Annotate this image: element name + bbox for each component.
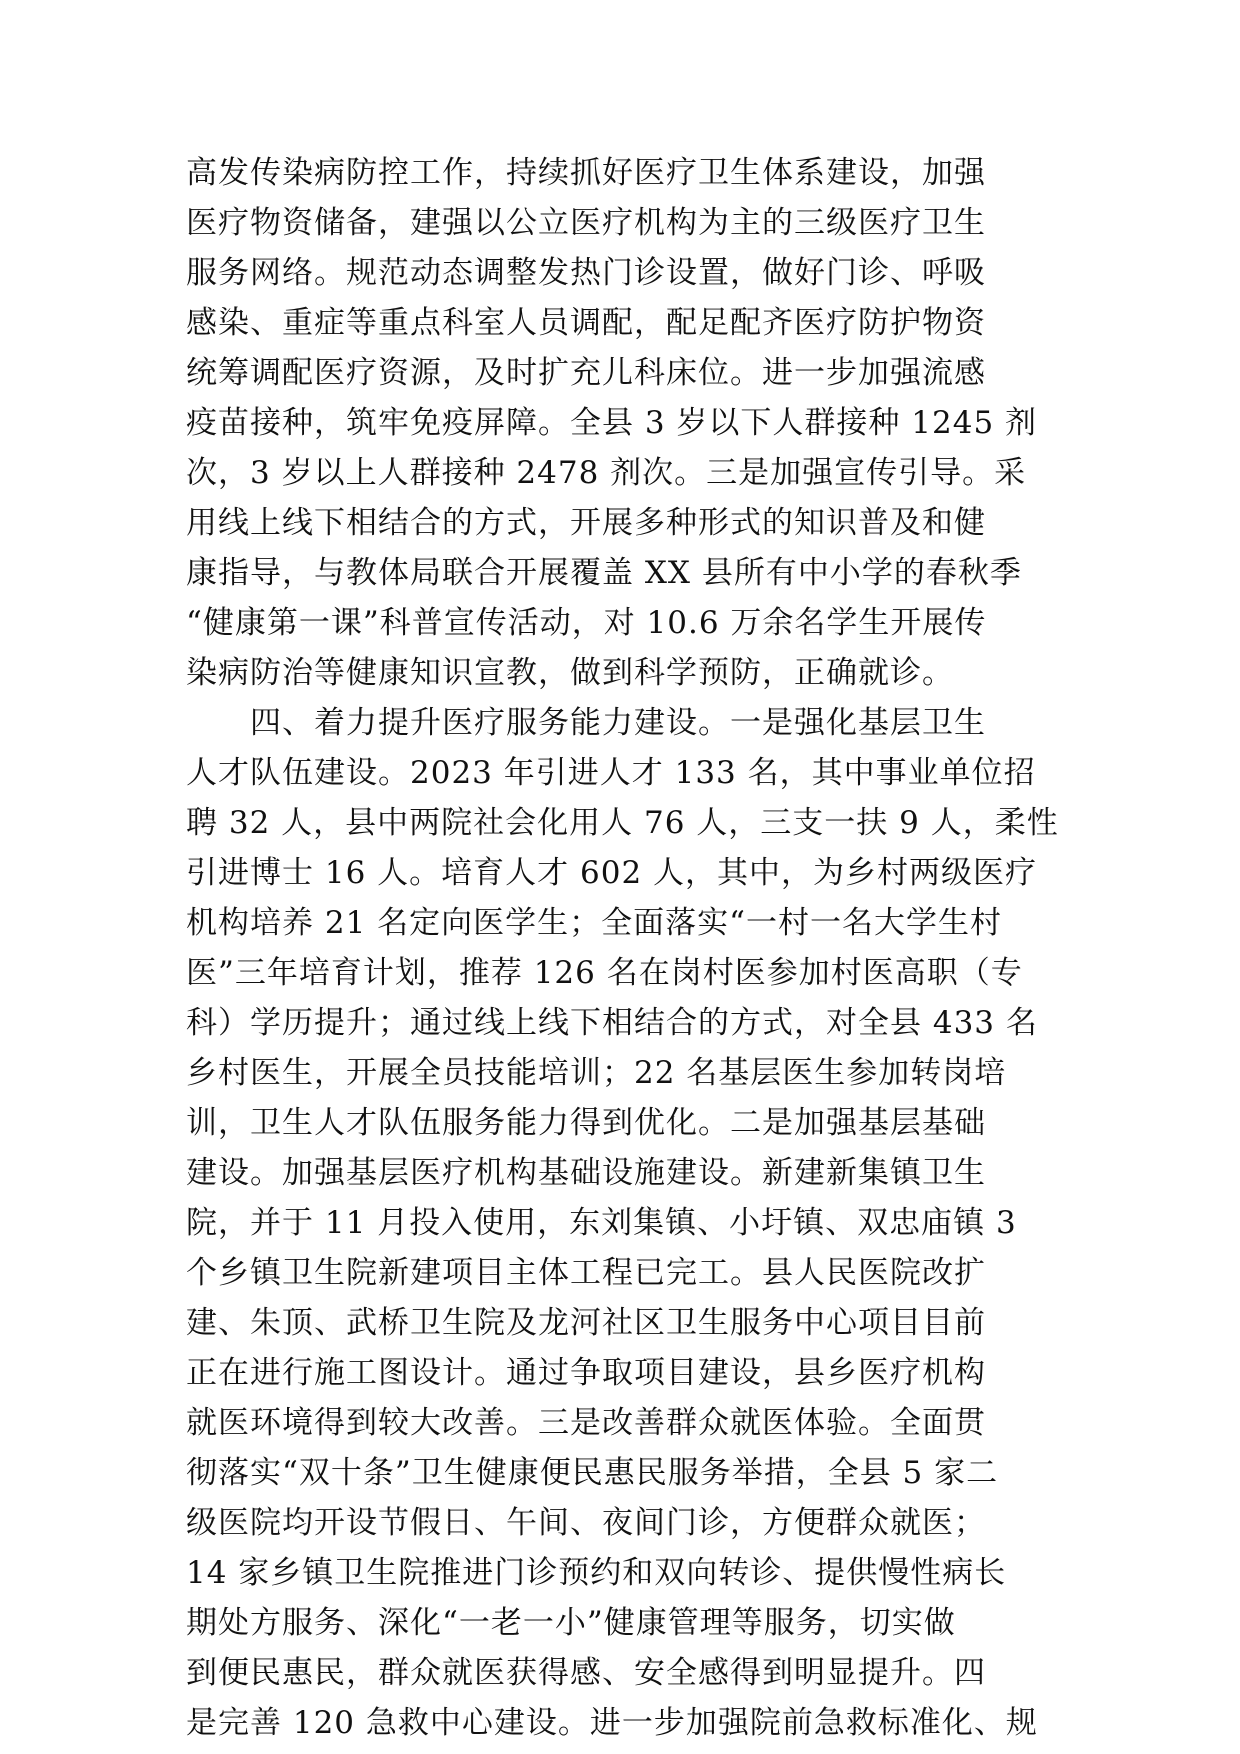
text-line: 14 家乡镇卫生院推进门诊预约和双向转诊、提供慢性病长 (186, 1555, 1007, 1591)
text-line: 医”三年培育计划，推荐 126 名在岗村医参加村医高职（专 (186, 955, 1023, 991)
text-line: 次，3 岁以上人群接种 2478 剂次。三是加强宣传引导。采 (186, 455, 1027, 491)
text-line: 感染、重症等重点科室人员调配，配足配齐医疗防护物资 (186, 305, 986, 341)
text-line: 引进博士 16 人。培育人才 602 人，其中，为乡村两级医疗 (186, 855, 1038, 891)
text-line: 人才队伍建设。2023 年引进人才 133 名，其中事业单位招 (186, 755, 1036, 791)
text-line: 聘 32 人，县中两院社会化用人 76 人，三支一扶 9 人，柔性 (186, 805, 1059, 841)
text-line: 疫苗接种，筑牢免疫屏障。全县 3 岁以下人群接种 1245 剂 (186, 405, 1038, 441)
paragraph-heading-line: 四、着力提升医疗服务能力建设。一是强化基层卫生 (250, 705, 986, 741)
text-line: 是完善 120 急救中心建设。进一步加强院前急救标准化、规 (186, 1705, 1038, 1741)
text-line: 就医环境得到较大改善。三是改善群众就医体验。全面贯 (186, 1405, 986, 1441)
text-line: “健康第一课”科普宣传活动，对 10.6 万余名学生开展传 (186, 605, 987, 641)
text-line: 院，并于 11 月投入使用，东刘集镇、小圩镇、双忠庙镇 3 (186, 1205, 1017, 1241)
text-line: 染病防治等健康知识宣教，做到科学预防，正确就诊。 (186, 655, 954, 691)
text-line: 正在进行施工图设计。通过争取项目建设，县乡医疗机构 (186, 1355, 986, 1391)
text-line: 统筹调配医疗资源，及时扩充儿科床位。进一步加强流感 (186, 355, 986, 391)
text-line: 康指导，与教体局联合开展覆盖 XX 县所有中小学的春秋季 (186, 555, 1022, 591)
text-line: 高发传染病防控工作，持续抓好医疗卫生体系建设，加强 (186, 155, 986, 191)
text-line: 到便民惠民，群众就医获得感、安全感得到明显提升。四 (186, 1655, 986, 1691)
text-line: 个乡镇卫生院新建项目主体工程已完工。县人民医院改扩 (186, 1255, 986, 1291)
text-line: 彻落实“双十条”卫生健康便民惠民服务举措，全县 5 家二 (186, 1455, 999, 1491)
text-line: 医疗物资储备，建强以公立医疗机构为主的三级医疗卫生 (186, 205, 986, 241)
text-line: 期处方服务、深化“一老一小”健康管理等服务，切实做 (186, 1605, 956, 1641)
text-line: 科）学历提升；通过线上线下相结合的方式，对全县 433 名 (186, 1005, 1038, 1041)
text-line: 训，卫生人才队伍服务能力得到优化。二是加强基层基础 (186, 1105, 986, 1141)
text-line: 建、朱顶、武桥卫生院及龙河社区卫生服务中心项目目前 (186, 1305, 986, 1341)
text-line: 乡村医生，开展全员技能培训；22 名基层医生参加转岗培 (186, 1055, 1007, 1091)
text-line: 机构培养 21 名定向医学生；全面落实“一村一名大学生村 (186, 905, 1002, 941)
text-line: 级医院均开设节假日、午间、夜间门诊，方便群众就医； (186, 1505, 986, 1541)
text-line: 用线上线下相结合的方式，开展多种形式的知识普及和健 (186, 505, 986, 541)
text-line: 建设。加强基层医疗机构基础设施建设。新建新集镇卫生 (186, 1155, 986, 1191)
text-line: 服务网络。规范动态调整发热门诊设置，做好门诊、呼吸 (186, 255, 986, 291)
document-body (186, 148, 1062, 1748)
